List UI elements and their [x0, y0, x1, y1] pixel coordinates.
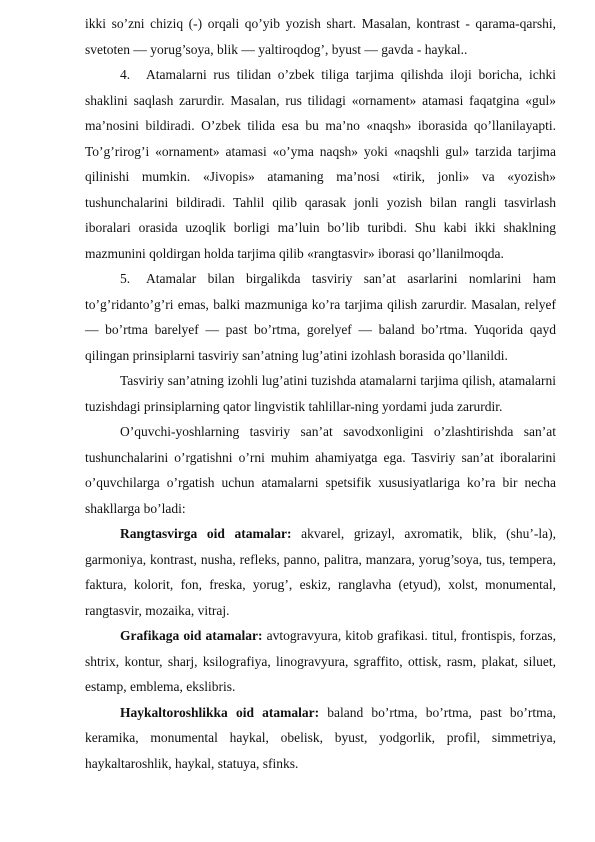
paragraph-item-5	[85, 266, 556, 368]
paragraph-text: Atamalar bilan birgalikda tasviriy san’at asarlarini nomlarini ham to’g’ridanto’g’ri emas, balki mazmuniga ko’ra tarjima qilish zarurdir. Masalan, relyef — bo’rtma barelyef — past bo’rtma, gorelyef — baland bo’rtma. Yuqorida qayd qilingan prinsiplarni tasviriy san’atning lug’atini izohlash borasida qo’llanildi.	[85, 271, 556, 363]
paragraph-text: ikki so’zni chiziq (-) orqali qo’yib yozish shart. Masalan, kontrast - qarama-qarshi, svetoten — yorug’soya, blik — yaltiroqdog’, byust — gavda - haykal..	[85, 16, 556, 57]
paragraph-continuation	[85, 11, 556, 62]
item-number: 4.	[120, 67, 131, 82]
paragraph-students	[85, 419, 556, 521]
term-group-heading: Haykaltoroshlikka oid atamalar:	[120, 704, 320, 720]
paragraph-text: avtogravyura, kitob grafikasi. titul, frontispis, forzas, shtrix, kontur, sharj, ksilografiya, linogravyura, sgraffito, ottisk, rasm, plakat, siluet, estamp, emblema, ekslibris.	[85, 628, 556, 694]
paragraph-painting-terms	[85, 521, 556, 623]
term-group-heading: Grafikaga oid atamalar:	[120, 628, 263, 643]
paragraph-item-4	[85, 62, 556, 266]
paragraph-text: baland bo’rtma, bo’rtma, past bo’rtma, keramika, monumental haykal, obelisk, byust, yodgorlik, profil, simmetriya, haykaltaroshlik, haykal, statuya, sfinks.	[85, 704, 556, 771]
paragraph-text: Tasviriy san’atning izohli lug’atini tuzishda atamalarni tarjima qilish, atamalarni tuzishdagi prinsiplarning qator lingvistik tahlillar-ning yordami juda zarurdir.	[85, 373, 556, 414]
paragraph-text: Atamalarni rus tilidan o’zbek tiliga tarjima qilishda iloji boricha, ichki shaklini saqlash zarurdir. Masalan, rus tilidagi «ornament» atamasi faqatgina «gul» ma’nosini bildiradi. O’zbek tilida esa bu ma’no «naqsh» iborasida qo’llanilayapti. To’g’rirog’i «ornament» atamasi «o’yma naqsh» yoki «naqshli gul» tarzida tarjima qilinishi mumkin. «Jivopis» atamaning ma’nosi «tirik, jonli» va «yozish» tushunchalarini bildiradi. Tahlil qilib qarasak jonli yozish bilan rangli tasvirlash iboralari orasida uzoqlik borligi ma’luin bo’lib turibdi. Shu kabi ikki shaklning mazmunini qoldirgan holda tarjima qilib «rangtasvir» iborasi qo’llanilmoqda.	[85, 67, 556, 261]
term-group-heading: Rangtasvirga oid atamalar:	[120, 526, 292, 541]
paragraph-text: O’quvchi-yoshlarning tasviriy san’at savodxonligini o’zlashtirishda san’at tushunchalarini o’rgatishni o’rni muhim ahamiyatga ega. Tasviriy san’at iboralarini o’quvchilarga o’rgatish uchun atamalarni spetsifik xususiyatlariga ko’ra bir necha shakllarga bo’ladi:	[85, 424, 556, 516]
item-number: 5.	[120, 271, 131, 286]
paragraph-dictionary	[85, 368, 556, 419]
paragraph-graphics-terms	[85, 623, 556, 700]
paragraph-sculpture-terms	[85, 700, 556, 777]
document-page	[85, 11, 556, 776]
paragraph-text: akvarel, grizayl, axromatik, blik, (shu’-la), garmoniya, kontrast, nusha, refleks, panno, palitra, manzara, yorug’soya, tus, tempera, faktura, kolorit, fon, freska, yorug’, eskiz, ranglavha (etyud), xolst, monumental, rangtasvir, mozaika, vitraj.	[85, 526, 556, 618]
